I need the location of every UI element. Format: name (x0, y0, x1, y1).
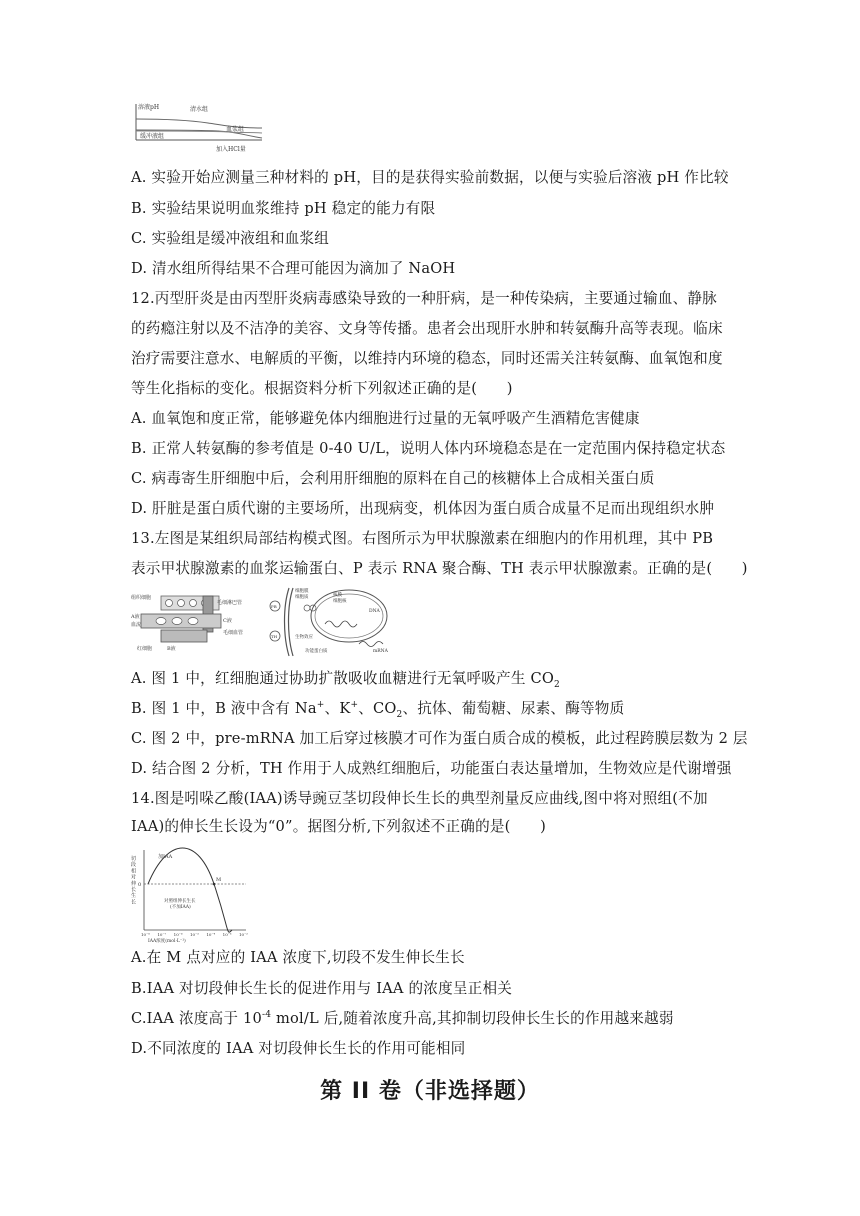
q13-stem-line-1: 13.左图是某组织局部结构模式图。右图所示为甲状腺激素在细胞内的作用机理，其中 PB (131, 530, 714, 547)
label-nucleus: 细胞核 (333, 599, 347, 604)
label-func-protein: 功能蛋白质 (305, 649, 328, 654)
label-lymph-cap: 毛细淋巴管 (217, 600, 243, 606)
label-control-2: (不加IAA) (170, 905, 191, 910)
iaa-ylabel-char: 对 (131, 874, 137, 881)
iaa-x-tick-label: 10⁻⁴ (206, 932, 216, 937)
iaa-x-tick-label: 10⁻³ (222, 932, 232, 937)
q12-option-b: B. 正常人转氨酶的参考值是 0-40 U/L，说明人体内环境稳态是在一定范围内保持稳定状态 (131, 440, 726, 457)
tissue-structure-figure (131, 592, 251, 654)
q12-stem-line-2: 的药瘾注射以及不洁净的美容、文身等传播。患者会出现肝水肿和转氨酶升高等表现。临床 (131, 320, 723, 337)
thyroid-hormone-mechanism-figure (263, 586, 393, 658)
iaa-ylabel-char: 长 (131, 887, 137, 893)
q13-option-a: A. 图 1 中，红细胞通过协助扩散吸收血糖进行无氧呼吸产生 $CO_2$ (131, 670, 560, 690)
q12-option-d: D. 肝脏是蛋白质代谢的主要场所，出现病变，机体因为蛋白质合成量不足而出现组织水肿 (131, 500, 715, 517)
iaa-x-ticks (141, 932, 248, 937)
rbc-shape (156, 618, 166, 625)
iaa-x-tick-label: 10⁻⁷ (157, 932, 167, 937)
q12-stem-line-1: 12.丙型肝炎是由丙型肝炎病毒感染导致的一种肝病，是一种传染病，主要通过输血、静脉 (131, 290, 717, 307)
mrna-squiggle (359, 642, 383, 647)
q13-option-d: D. 结合图 2 分析，TH 作用于人成熟红细胞后，功能蛋白表达量增加，生物效应是代谢增强 (131, 760, 732, 777)
q13-stem-line-2: 表示甲状腺激素的血浆运输蛋白、P 表示 RNA 聚合酶、TH 表示甲状腺激素。正确的是( ) (131, 560, 748, 577)
label-liquid-a: A液 (131, 614, 140, 620)
ph-ylabel: 溶液pH (138, 104, 160, 111)
label-zero: 0 (138, 882, 142, 888)
buffer-label: 缓冲液组 (140, 133, 165, 140)
label-blood-cap: 毛细血管 (223, 630, 244, 636)
iaa-dose-response-chart (128, 846, 250, 944)
iaa-x-tick-label: 10⁻⁸ (141, 932, 150, 937)
label-m: M (216, 877, 222, 883)
q12-stem-line-3: 治疗需要注意水、电解质的平衡，以维持内环境的稳态，同时还需关注转氨酶、血氧饱和度 (131, 350, 723, 367)
q13-option-c: C. 图 2 中，pre-mRNA 加工后穿过核膜才可作为蛋白质合成的模板，此过程跨膜层数为 2 层 (131, 730, 748, 747)
label-nuclear-membrane: 核膜 (333, 593, 342, 598)
q14-option-b: B.IAA 对切段伸长生长的促进作用与 IAA 的浓度呈正相关 (131, 980, 513, 997)
q11-option-b: B. 实验结果说明血浆维持 pH 稳定的能力有限 (131, 200, 436, 217)
iaa-xlabel: IAA浓度(mol·L⁻¹) (148, 939, 186, 944)
q14-option-d: D.不同浓度的 IAA 对切段伸长生长的作用可能相同 (131, 1040, 466, 1057)
q12-option-c: C. 病毒寄生肝细胞中后，会利用肝细胞的原料在自己的核糖体上合成相关蛋白质 (131, 470, 655, 487)
plasma-label: 血浆组 (226, 126, 245, 133)
iaa-x-tick-label: 10⁻⁵ (190, 932, 199, 937)
iaa-response-curve (148, 848, 232, 932)
iaa-x-tick-label: 10⁻² (239, 932, 248, 937)
label-blood: 血流 (131, 622, 142, 628)
q11-option-d: D. 清水组所得结果不合理可能因为滴加了 NaOH (131, 260, 456, 277)
label-th: TH (271, 634, 278, 639)
iaa-ylabel-char: 段 (131, 862, 137, 869)
q11-option-a: A. 实验开始应测量三种材料的 pH，目的是获得实验前数据，以便与实验后溶液 pH 作比较 (131, 169, 729, 186)
iaa-ylabel-char: 生 (131, 893, 137, 900)
q14-stem-line-1: 14.图是吲哚乙酸(IAA)诱导豌豆茎切段伸长生长的典型剂量反应曲线,图中将对照组(不加 (131, 790, 708, 807)
label-dna: DNA (369, 609, 380, 614)
q12-stem-line-4: 等生化指标的变化。根据资料分析下列叙述正确的是( ) (131, 380, 513, 397)
q14-stem-line-2: IAA)的伸长生长设为“0”。据图分析,下列叙述不正确的是( ) (131, 818, 547, 835)
q14-option-c: C.IAA 浓度高于 $10^{-4}$ mol/L 后,随着浓度升高,其抑制切段伸长生长的作用越来越弱 (131, 1010, 674, 1027)
label-cell-membrane: 细胞膜 (295, 589, 309, 594)
iaa-ylabel-char: 长 (131, 899, 137, 906)
iaa-ylabel (131, 855, 136, 905)
label-bio-effect: 生物效应 (295, 635, 313, 640)
iaa-x-tick-label: 10⁻⁶ (173, 932, 183, 937)
label-cytoplasm: 细胞质 (295, 595, 309, 600)
iaa-ylabel-char: 伸 (131, 880, 137, 887)
iaa-ylabel-char: 切 (131, 856, 137, 862)
label-liquid-b: B液 (167, 646, 176, 652)
label-control: 对照组伸长生长 (164, 899, 196, 904)
label-add-iaa: 加IAA (158, 854, 173, 860)
q14-option-a: A.在 M 点对应的 IAA 浓度下,切段不发生伸长生长 (131, 949, 465, 966)
ph-xlabel: 加入HCl量 (216, 146, 246, 153)
water-label: 清水组 (190, 106, 209, 113)
label-rbc: 红细胞 (137, 646, 153, 652)
label-pb: PB (271, 604, 277, 609)
q13-option-b: B. 图 1 中，B 液中含有 Na+、K+、$CO_2$、抗体、葡萄糖、尿素、酶等物质 (131, 700, 625, 720)
label-mrna: mRNA (373, 649, 388, 654)
label-liquid-c: C液 (223, 618, 232, 624)
label-tissue-cell: 组织细胞 (131, 595, 152, 601)
section-title: 第 II 卷（非选择题） (320, 1079, 540, 1104)
q12-option-a: A. 血氧饱和度正常，能够避免体内细胞进行过量的无氧呼吸产生酒精危害健康 (131, 410, 640, 427)
q11-option-c: C. 实验组是缓冲液组和血浆组 (131, 230, 330, 247)
point-m (213, 883, 216, 886)
nucleus-shape (311, 590, 387, 642)
buffer-ph-figure (128, 100, 268, 158)
iaa-ylabel-char: 相 (131, 868, 137, 875)
